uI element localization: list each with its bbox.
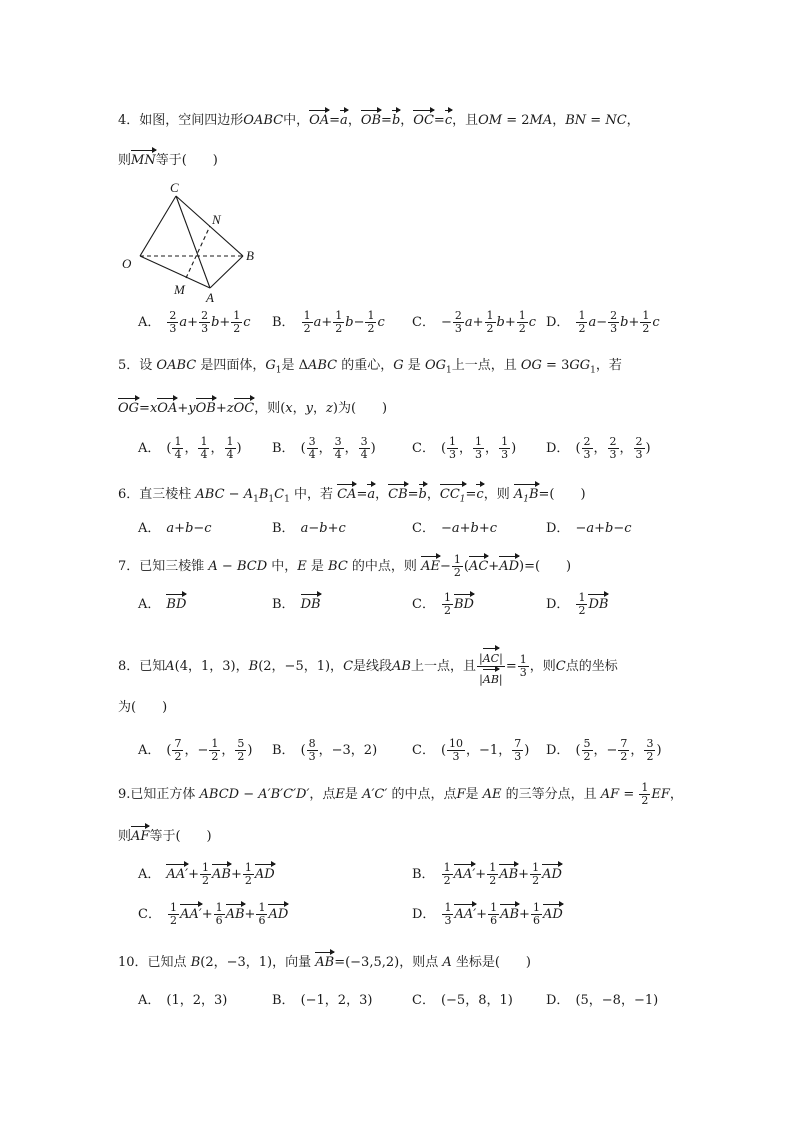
question-10-options <box>138 984 698 1018</box>
q10-option-c[interactable]: C． (−5，8，1) <box>412 993 513 1008</box>
question-4-options <box>138 306 698 340</box>
q8-option-d[interactable]: D． ( $\frac{5}{2}$ ，− $\frac{7}{2}$ ， $\frac{3}{2}$ ) <box>546 737 662 763</box>
q9-option-b[interactable]: B． $\frac{1}{2}$ AA′+ $\frac{1}{2}$ AB+ $\frac{1}{2}$ AD <box>412 861 562 887</box>
q9-option-a[interactable]: A． AA′+ $\frac{1}{2}$ AB+ $\frac{1}{2}$ AD <box>138 861 275 887</box>
q9-option-d[interactable]: D． $\frac{1}{3}$ AA′+ $\frac{1}{6}$ AB+ $\frac{1}{6}$ AD <box>412 901 563 927</box>
q6-option-d[interactable]: D． −a+b−c <box>546 521 632 536</box>
q7-option-d[interactable]: D． $\frac{1}{2}$ DB <box>546 591 609 617</box>
q9-option-c[interactable]: C． $\frac{1}{2}$ AA′+ $\frac{1}{6}$ AB+ $\frac{1}{6}$ AD <box>138 901 289 927</box>
q6-option-b[interactable]: B． a−b+c <box>272 521 346 536</box>
q4-option-c[interactable]: C． − $\frac{2}{3}$ a+ $\frac{1}{2}$ b+ $\frac{1}{2}$ c <box>412 309 537 335</box>
question-10-text: 10．已知点 B(2，−3，1)，向量 AB=(−3,5,2)，则点 A 坐标是( ) <box>118 950 531 973</box>
question-7-options <box>138 588 698 622</box>
question-5-options <box>138 432 698 466</box>
question-8-options <box>138 734 698 768</box>
q7-option-b[interactable]: B． DB <box>272 588 321 622</box>
q5-option-a[interactable]: A． ( $\frac{1}{4}$ ， $\frac{1}{4}$ ， $\frac{1}{4}$ ) <box>138 435 242 461</box>
question-6-text: 6．直三棱柱 ABC − $A_1B_1C_1$ 中，若 CA=a，CB=b，$CC_1=c$，则 $A_1B=$( ) <box>118 482 586 510</box>
question-6-options <box>138 512 698 546</box>
question-9-text-2: 则AF等于( ) <box>118 824 212 847</box>
question-9-text: 9.已知正方体 ABCD − A′B′C′D′，点E是 A′C′ 的中点，点F是 AE 的三等分点，且 AF = $\frac{1}{2}$ EF， <box>118 781 683 807</box>
label-b: B <box>246 248 254 263</box>
q8-option-a[interactable]: A． ( $\frac{7}{2}$ ，− $\frac{1}{2}$ ， $\frac{5}{2}$ ) <box>138 737 253 763</box>
q4-option-a[interactable]: A． $\frac{2}{3}$ a+ $\frac{2}{3}$ b+ $\frac{1}{2}$ c <box>138 309 251 335</box>
q10-option-a[interactable]: A． (1，2，3) <box>138 993 228 1008</box>
q5-option-b[interactable]: B． ( $\frac{3}{4}$ ， $\frac{3}{4}$ ， $\frac{3}{4}$ ) <box>272 435 376 461</box>
q8-option-c[interactable]: C． ( $\frac{10}{3}$ ，−1， $\frac{7}{3}$ ) <box>412 737 530 763</box>
q6-option-a[interactable]: A． a+b−c <box>138 521 212 536</box>
question-5-text-2: OG=xOA+yOB+zOC，则(x，y，z)为( ) <box>118 396 387 419</box>
q5-option-c[interactable]: C． ( $\frac{1}{3}$ ， $\frac{1}{3}$ ， $\frac{1}{3}$ ) <box>412 435 517 461</box>
label-m: M <box>174 282 185 297</box>
q7-option-c[interactable]: C． $\frac{1}{2}$ BD <box>412 591 474 617</box>
q4-option-d[interactable]: D． $\frac{1}{2}$ a− $\frac{2}{3}$ b+ $\frac{1}{2}$ c <box>546 309 660 335</box>
question-8-text-2: 为( ) <box>118 700 168 715</box>
q10-option-b[interactable]: B． (−1，2，3) <box>272 993 373 1008</box>
label-c: C <box>170 180 179 195</box>
question-4-text: 4．如图，空间四边形OABC中，OA=a，OB=b，OC=c，且OM = 2MA，BN = NC， <box>118 108 640 131</box>
tetrahedron-figure <box>118 180 278 305</box>
q4-option-b[interactable]: B． $\frac{1}{2}$ a+ $\frac{1}{2}$ b− $\frac{1}{2}$ c <box>272 309 385 335</box>
q8-option-b[interactable]: B． ( $\frac{8}{3}$ ，−3，2) <box>272 737 378 763</box>
question-7-text: 7．已知三棱锥 A − BCD 中，E 是 BC 的中点，则 AE− $\frac{1}{2}$ (AC+AD)=( ) <box>118 553 572 579</box>
q10-option-d[interactable]: D． (5，−8，−1) <box>546 993 659 1008</box>
label-o: O <box>122 256 132 271</box>
question-8-text: 8．已知A(4，1，3)，B(2，−5，1)，C是线段AB上一点，且 $\frac{|AC|}{|AB|}$ = $\frac{1}{3}$ ，则C点的坐标 <box>118 646 618 687</box>
q7-option-a[interactable]: A． BD <box>138 588 186 622</box>
q6-option-c[interactable]: C． −a+b+c <box>412 521 498 536</box>
label-a: A <box>206 290 214 305</box>
question-5-text: 5．设 OABC 是四面体，$G_1$是 ΔABC 的重心，G 是 $OG_1$上一点，且 OG = $3GG_1$，若 <box>118 358 622 376</box>
label-n: N <box>212 212 221 227</box>
question-4-text-2: 则MN等于( ) <box>118 148 218 171</box>
q5-option-d[interactable]: D． ( $\frac{2}{3}$ ， $\frac{2}{3}$ ， $\frac{2}{3}$ ) <box>546 435 651 461</box>
question-9-options-row2 <box>138 898 698 932</box>
question-9-options-row1 <box>138 858 698 892</box>
